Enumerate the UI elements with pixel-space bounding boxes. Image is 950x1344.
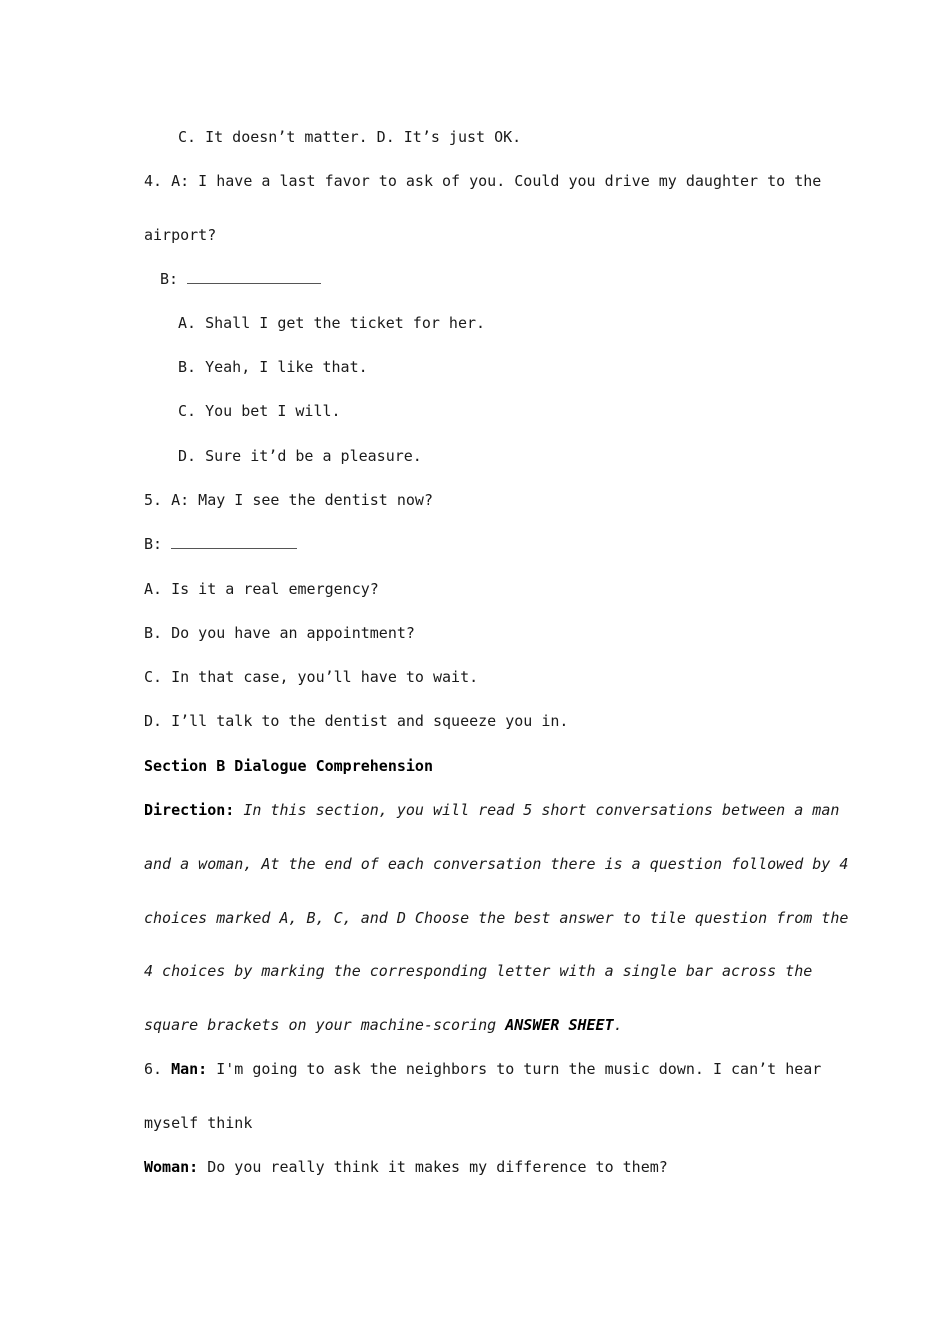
q4-option-b: B. Yeah, I like that. <box>178 358 368 376</box>
q5-option-d: D. I’ll talk to the dentist and squeeze you in. <box>144 712 569 730</box>
q6-number: 6. <box>144 1060 163 1078</box>
direction-text-5: square brackets on your machine-scoring <box>144 1016 497 1034</box>
direction-line-2: and a woman, At the end of each conversation there is a question followed by 4 <box>144 855 849 873</box>
q6-man-label: Man: <box>171 1060 208 1078</box>
q6-woman-text: Do you really think it makes my difference to them? <box>207 1158 668 1176</box>
q6-man-line1 <box>144 1059 821 1079</box>
direction-period: . <box>613 1016 623 1034</box>
q4-b-label: B: <box>160 270 179 288</box>
q4-option-a: A. Shall I get the ticket for her. <box>178 314 486 332</box>
q5-answer-line <box>144 534 297 554</box>
q4-answer-line <box>160 269 321 289</box>
q5-option-a: A. Is it a real emergency? <box>144 580 379 598</box>
direction-line-1 <box>144 800 839 820</box>
q4-option-d: D. Sure it’d be a pleasure. <box>178 447 422 465</box>
q6-woman-line <box>144 1157 668 1177</box>
q5-b-label: B: <box>144 535 163 553</box>
q3-options-cd: C. It doesn’t matter. D. It’s just OK. <box>178 128 522 146</box>
q4-answer-blank <box>187 269 321 284</box>
q5-option-c: C. In that case, you’ll have to wait. <box>144 668 479 686</box>
answer-sheet-emphasis: ANSWER SHEET <box>505 1016 614 1034</box>
q6-man-line2: myself think <box>144 1114 253 1132</box>
q4-stem-line1: 4. A: I have a last favor to ask of you. Could you drive my daughter to the <box>144 172 822 190</box>
direction-label: Direction: <box>144 801 235 819</box>
q4-stem-line2: airport? <box>144 226 217 244</box>
direction-line-5 <box>144 1015 623 1035</box>
q4-option-c: C. You bet I will. <box>178 402 341 420</box>
q5-option-b: B. Do you have an appointment? <box>144 624 415 642</box>
q6-woman-label: Woman: <box>144 1158 199 1176</box>
section-b-title: Section B Dialogue Comprehension <box>144 757 433 775</box>
direction-line-4: 4 choices by marking the corresponding letter with a single bar across the <box>144 962 813 980</box>
q5-answer-blank <box>171 534 297 549</box>
q5-stem: 5. A: May I see the dentist now? <box>144 491 433 509</box>
direction-text-1: In this section, you will read 5 short conversations between a man <box>243 801 840 819</box>
q6-man-text1: I'm going to ask the neighbors to turn the music down. I can’t hear <box>216 1060 822 1078</box>
direction-line-3: choices marked A, B, C, and D Choose the best answer to tile question from the <box>144 909 849 927</box>
